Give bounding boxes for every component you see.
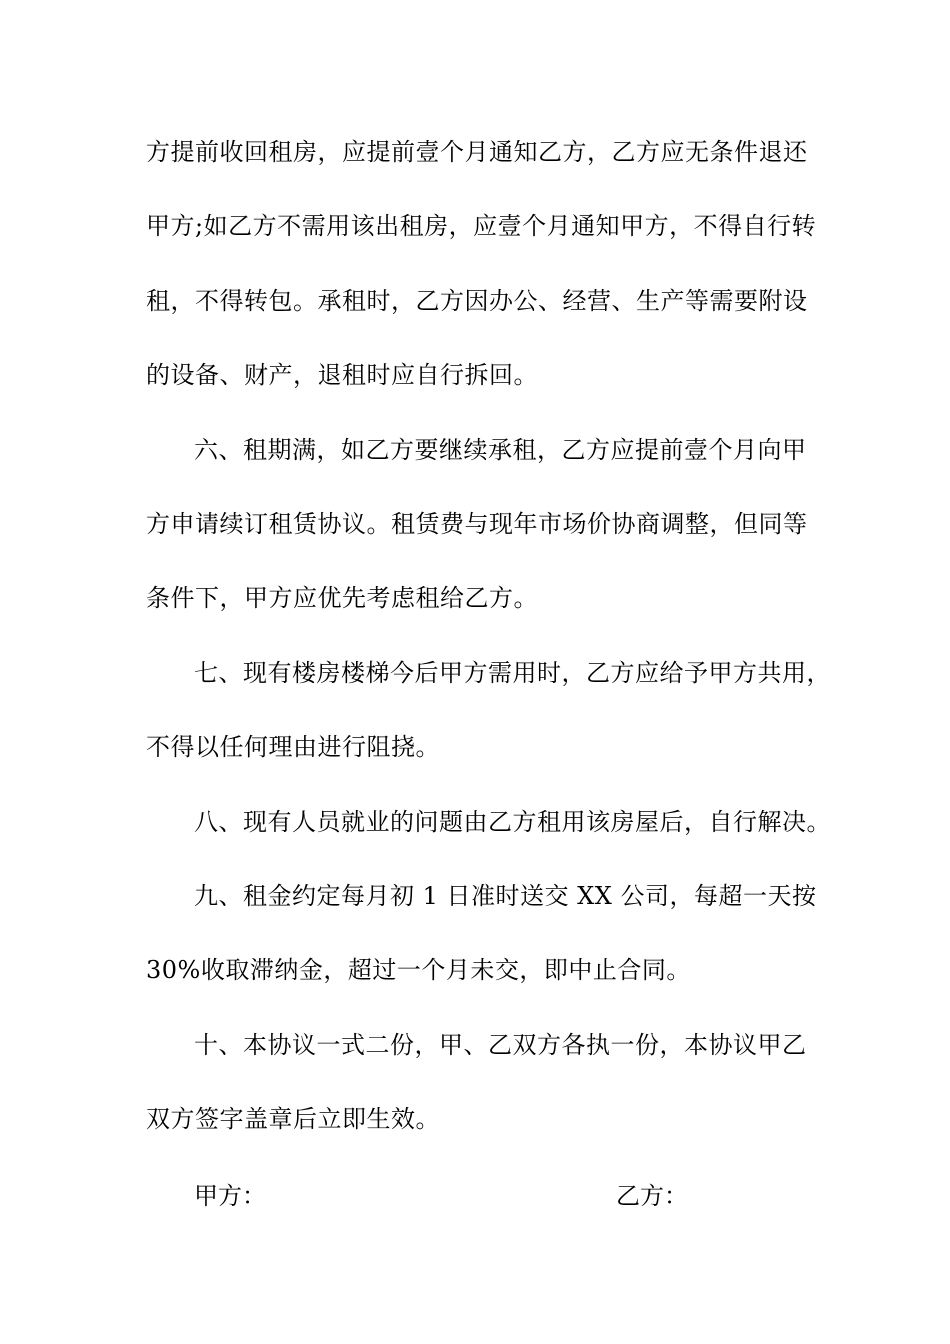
contract-body: [146, 128, 831, 1169]
clause-ten-line: 十、本协议一式二份，甲、乙双方各执一份，本协议甲乙: [194, 1030, 807, 1059]
paragraph-line: 条件下，甲方应优先考虑租给乙方。: [146, 584, 538, 613]
signature-row: [194, 1180, 688, 1212]
clause-nine-line: 九、租金约定每月初 1 日准时送交 XX 公司，每超一天按: [194, 881, 817, 910]
clause-eight-line: 八、现有人员就业的问题由乙方租用该房屋后，自行解决。: [194, 807, 831, 836]
paragraph-line: 双方签字盖章后立即生效。: [146, 1105, 440, 1134]
paragraph-line: 方提前收回租房，应提前壹个月通知乙方，乙方应无条件退还: [146, 138, 808, 166]
paragraph-line: 租，不得转包。承租时，乙方因办公、经营、生产等需要附设: [146, 286, 808, 315]
clause-seven-line: 七、现有楼房楼梯今后甲方需用时，乙方应给予甲方共用，: [194, 658, 831, 687]
paragraph-line: 甲方;如乙方不需用该出租房，应壹个月通知甲方，不得自行转: [146, 212, 817, 241]
party-a-signature-label: 甲方：: [194, 1182, 266, 1210]
paragraph-line: 不得以任何理由进行阻挠。: [146, 733, 440, 762]
clause-six-line: 六、租期满，如乙方要继续承租，乙方应提前壹个月向甲: [194, 435, 807, 464]
party-b-signature-label: 乙方：: [616, 1182, 688, 1210]
paragraph-line: 30%收取滞纳金，超过一个月未交，即中止合同。: [146, 956, 691, 985]
paragraph-line: 方申请续订租赁协议。租赁费与现年市场价协商调整，但同等: [146, 509, 808, 538]
paragraph-line: 的设备、财产，退租时应自行拆回。: [146, 361, 538, 390]
